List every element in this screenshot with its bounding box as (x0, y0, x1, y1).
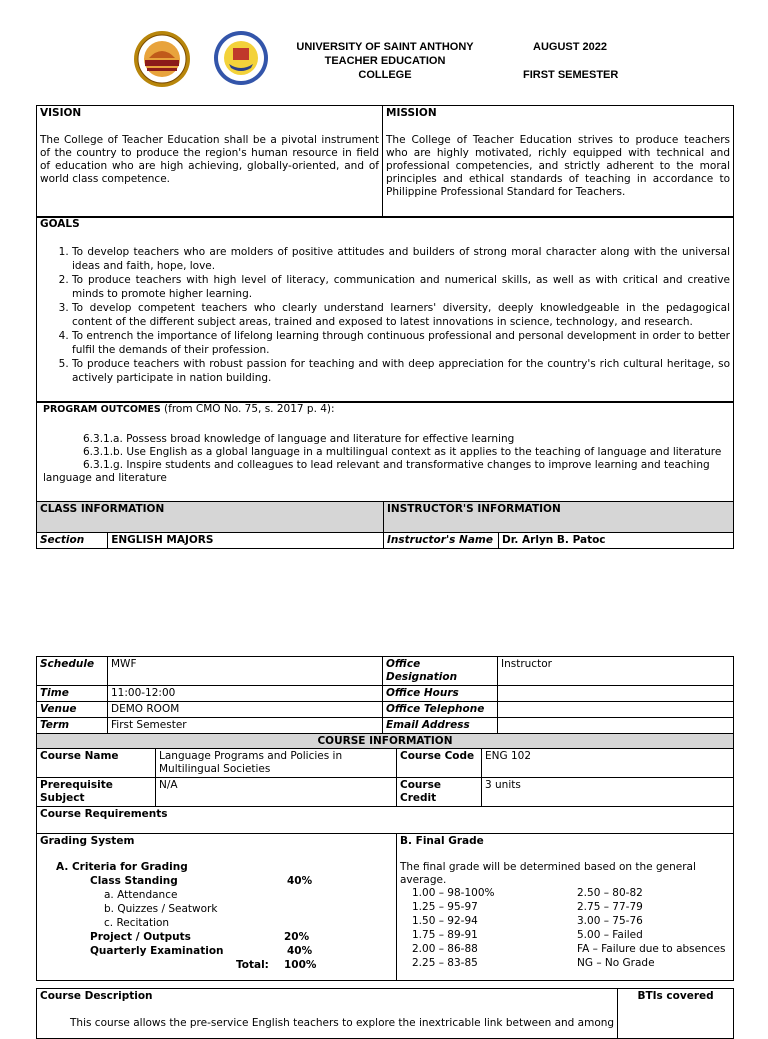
criteria-label: A. Criteria for Grading (56, 861, 188, 873)
program-outcomes-table (36, 401, 734, 503)
project-label: Project / Outputs (90, 931, 191, 943)
final-grade-cell (397, 834, 734, 981)
grade-scale-item: 1.50 – 92-94 (412, 915, 478, 927)
course-code-value: ENG 102 (482, 749, 734, 778)
vision-heading: VISION (40, 107, 82, 119)
final-grade-label: B. Final Grade (400, 835, 484, 847)
class-standing-label: Class Standing (90, 875, 178, 887)
btis-covered-heading: BTIs covered (618, 989, 734, 1039)
university-name: UNIVERSITY OF SAINT ANTHONY (296, 41, 474, 53)
instructor-name-value: Dr. Arlyn B. Patoc (499, 533, 734, 549)
goal-item: 3. To develop competent teachers who clearly understand learners' diversity, deeply knowledgeable in the pedagogical content of the different subject areas, trained and exposed to latest innovations in science, technology, and research. (72, 301, 730, 329)
table-row (37, 657, 734, 686)
course-name-value: Language Programs and Policies in Multilingual Societies (156, 749, 397, 778)
mission-heading: MISSION (386, 107, 437, 119)
grade-scale-item: 1.75 – 89-91 (412, 929, 478, 941)
course-credit-label: Course Credit (397, 778, 482, 807)
header-date: AUGUST 2022 (533, 41, 607, 53)
course-code-label: Course Code (397, 749, 482, 778)
instructor-name-label: Instructor's Name (384, 533, 499, 549)
grade-scale-item: 2.00 – 86-88 (412, 943, 478, 955)
class-info-table (36, 501, 734, 549)
section-value: ENGLISH MAJORS (108, 533, 384, 549)
grade-scale-item: 1.00 – 98-100% (412, 887, 495, 899)
college-name-line2: COLLEGE (358, 69, 412, 81)
vision-text: The College of Teacher Education shall be a pivotal instrument of the country to produce the region's human resource in field of education who are high achieving, globally-oriented, and of world class competence. (40, 134, 379, 185)
course-description-heading: Course Description (40, 990, 153, 1002)
course-info-table (36, 733, 734, 981)
prerequisite-value: N/A (156, 778, 397, 807)
grade-scale-item: 5.00 – Failed (577, 929, 643, 941)
criteria-item: c. Recitation (104, 917, 170, 929)
college-seal-logo (213, 30, 269, 86)
program-outcomes-cell (37, 402, 734, 503)
goal-item: 4. To entrench the importance of lifelong learning through continuous professional and personal development in order to better fulfil the demands of their profession. (72, 329, 730, 357)
time-label: Time (37, 686, 108, 702)
course-name-label: Course Name (37, 749, 156, 778)
term-label: Term (37, 718, 108, 734)
quarterly-label: Quarterly Examination (90, 945, 224, 957)
grade-scale-item: 1.25 – 95-97 (412, 901, 478, 913)
college-name-line1: TEACHER EDUCATION (324, 55, 446, 67)
goals-heading: GOALS (40, 218, 80, 230)
grade-scale-item: NG – No Grade (577, 957, 655, 969)
office-telephone-label: Office Telephone (383, 702, 498, 718)
course-info-heading: COURSE INFORMATION (37, 734, 734, 749)
program-outcomes-heading: PROGRAM OUTCOMES (43, 404, 161, 415)
grade-scale-item: 2.50 – 80-82 (577, 887, 643, 899)
program-outcome-item: 6.3.1.g. Inspire students and colleagues to lead relevant and transformative changes to improve learning and teaching language and literature (43, 459, 710, 484)
time-value: 11:00-12:00 (108, 686, 383, 702)
table-row (37, 686, 734, 702)
goals-cell (37, 217, 734, 403)
university-seal-logo (133, 30, 191, 88)
instructor-info-heading: INSTRUCTOR'S INFORMATION (384, 502, 734, 533)
project-pct: 20% (284, 931, 310, 943)
goal-item: 1. To develop teachers who are molders of positive attitudes and builders of strong moral character along with the universal ideas and faith, hope, love. (72, 245, 730, 273)
mission-text: The College of Teacher Education strives to produce teachers who are highly motivated, richly equipped with technical and professional competencies, and strictly adherent to the moral principles and ethical standards of teaching in accordance to Philippine Professional Standard for Teachers. (386, 134, 730, 198)
grading-system-cell (37, 834, 397, 981)
vision-cell (37, 106, 383, 218)
office-telephone-value (498, 702, 734, 718)
total-label: Total: (236, 959, 269, 971)
section-label: Section (37, 533, 108, 549)
course-description-text: This course allows the pre-service English teachers to explore the inextricable link between and among (70, 1017, 615, 1029)
class-info-heading: CLASS INFORMATION (37, 502, 384, 533)
goal-item: 2. To produce teachers with high level of literacy, communication and numerical skills, as well as with critical and creative minds to promote higher learning. (72, 273, 730, 301)
criteria-item: a. Attendance (104, 889, 178, 901)
grade-scale-item: 2.75 – 77-79 (577, 901, 643, 913)
quarterly-pct: 40% (287, 945, 313, 957)
course-requirements-label: Course Requirements (37, 807, 734, 834)
table-row (37, 718, 734, 734)
total-pct: 100% (284, 959, 317, 971)
office-hours-label: Office Hours (383, 686, 498, 702)
final-grade-text: The final grade will be determined based on the general average. (400, 861, 696, 886)
goal-item: 5. To produce teachers with robust passion for teaching and with deep appreciation for the country's rich cultural heritage, so actively participate in nation building. (72, 357, 730, 385)
grade-scale-item: 3.00 – 75-76 (577, 915, 643, 927)
grade-scale-item: FA – Failure due to absences (577, 943, 726, 955)
schedule-table (36, 656, 734, 734)
venue-label: Venue (37, 702, 108, 718)
grading-system-label: Grading System (40, 835, 135, 847)
program-outcome-item: 6.3.1.b. Use English as a global language in a multilingual context as it applies to the teaching of language and literature (83, 446, 722, 458)
email-address-label: Email Address (383, 718, 498, 734)
office-designation-value: Instructor (498, 657, 734, 686)
header-semester: FIRST SEMESTER (523, 69, 619, 81)
office-hours-value (498, 686, 734, 702)
table-row (37, 702, 734, 718)
mission-cell (383, 106, 734, 218)
goals-table (36, 216, 734, 403)
course-description-table (36, 988, 734, 1039)
prerequisite-label: Prerequisite Subject (37, 778, 156, 807)
vision-mission-table (36, 105, 734, 218)
venue-value: DEMO ROOM (108, 702, 383, 718)
criteria-item: b. Quizzes / Seatwork (104, 903, 218, 915)
email-address-value (498, 718, 734, 734)
grade-scale-item: 2.25 – 83-85 (412, 957, 478, 969)
course-description-cell (37, 989, 618, 1039)
program-outcomes-source: (from CMO No. 75, s. 2017 p. 4): (164, 403, 335, 415)
term-value: First Semester (108, 718, 383, 734)
goals-list (40, 245, 730, 385)
course-credit-value: 3 units (482, 778, 734, 807)
office-designation-label: Office Designation (383, 657, 498, 686)
program-outcome-item: 6.3.1.a. Possess broad knowledge of language and literature for effective learning (83, 433, 515, 445)
class-standing-pct: 40% (287, 875, 313, 887)
schedule-value: MWF (108, 657, 383, 686)
schedule-label: Schedule (37, 657, 108, 686)
